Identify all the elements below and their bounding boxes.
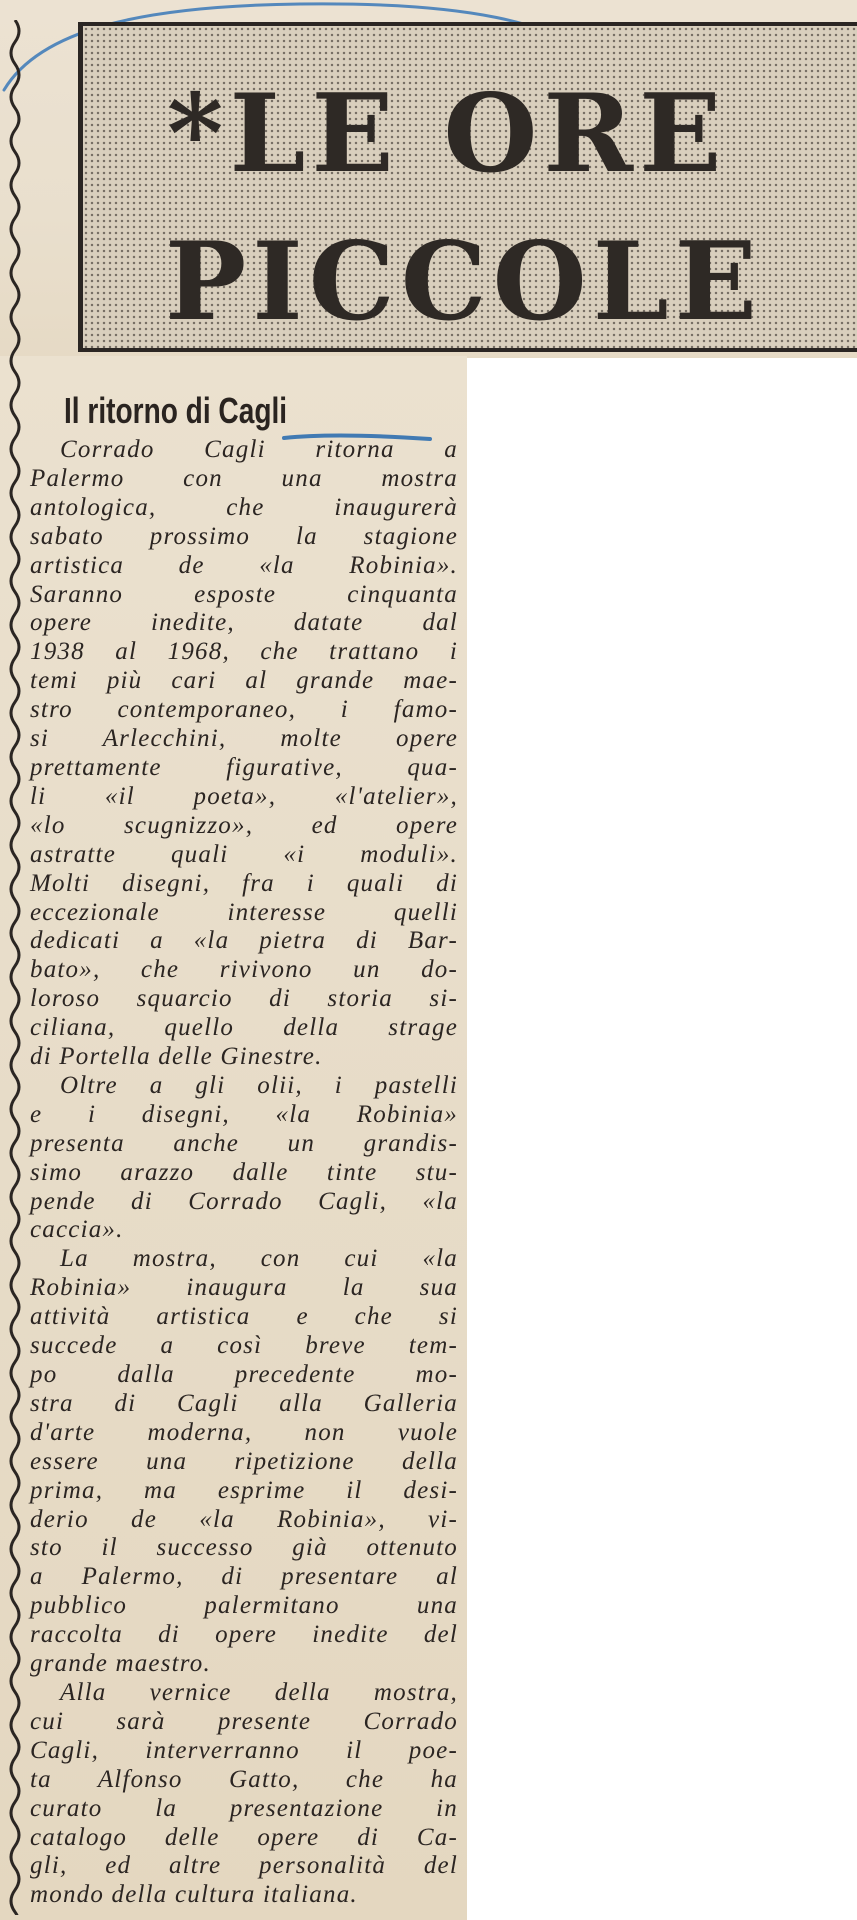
article-line: derio de «la Robinia», vi- (30, 1505, 458, 1533)
article-line: catalogo delle opere di Ca- (30, 1823, 458, 1851)
article-line: Molti disegni, fra i quali di (30, 869, 458, 897)
article-line: ciliana, quello della strage (30, 1014, 458, 1042)
article-line: stra di Cagli alla Galleria (30, 1389, 458, 1417)
article-body (30, 436, 458, 1910)
article-line: e i disegni, «la Robinia» (30, 1100, 458, 1128)
article-line: di Portella delle Ginestre. (30, 1043, 323, 1071)
article-line: astratte quali «i moduli». (30, 840, 458, 868)
article-line: raccolta di opere inedite del (30, 1621, 458, 1649)
article-line: loroso squarcio di storia si- (30, 985, 458, 1013)
article-line: Saranno esposte cinquanta (30, 580, 458, 608)
article-line: d'arte moderna, non vuole (30, 1418, 458, 1446)
article-line: Palermo con una mostra (30, 464, 458, 492)
article-line: Cagli, interverranno il poe- (30, 1736, 458, 1764)
article-line: artistica de «la Robinia». (30, 551, 458, 579)
article (30, 388, 458, 1910)
article-line: a Palermo, di presentare al (30, 1563, 458, 1591)
article-line: eccezionale interesse quelli (30, 898, 458, 926)
article-line: gli, ed altre personalità del (30, 1852, 458, 1880)
article-line: Oltre a gli olii, i pastelli (60, 1071, 458, 1099)
article-line: prettamente figurative, qua- (30, 753, 458, 781)
article-line: grande maestro. (30, 1650, 211, 1678)
article-line: sto il successo già ottenuto (30, 1534, 458, 1562)
article-line: sabato prossimo la stagione (30, 522, 458, 550)
masthead-line-2: PICCOLE (165, 219, 763, 345)
article-line: prima, ma esprime il desi- (30, 1476, 458, 1504)
article-line: bato», che rivivono un do- (30, 956, 458, 984)
article-line: presenta anche un grandis- (30, 1129, 458, 1157)
article-line: li «il poeta», «l'atelier», (30, 782, 458, 810)
column-masthead (78, 22, 857, 352)
article-line: Corrado Cagli ritorna a (60, 436, 458, 463)
article-line: opere inedite, datate dal (30, 609, 458, 637)
article-line: La mostra, con cui «la (60, 1245, 458, 1273)
article-line: 1938 al 1968, che trattano i (30, 638, 458, 666)
article-line: pende di Corrado Cagli, «la (30, 1187, 458, 1215)
wavy-column-rule (4, 20, 26, 1915)
article-line: attività artistica e che si (30, 1303, 458, 1331)
blue-pen-underline (282, 430, 432, 444)
masthead-line-1: *LE ORE (167, 71, 728, 197)
article-line: ta Alfonso Gatto, che ha (30, 1765, 458, 1793)
article-line: temi più cari al grande mae- (30, 667, 458, 695)
article-line: pubblico palermitano una (30, 1592, 458, 1620)
article-line: stro contemporaneo, i famo- (30, 696, 458, 724)
article-line: si Arlecchini, molte opere (30, 725, 458, 753)
article-line: dedicati a «la pietra di Bar- (30, 927, 458, 955)
article-line: antologica, che inaugurerà (30, 493, 458, 521)
article-line: succede a così breve tem- (30, 1332, 458, 1360)
article-line: caccia». (30, 1216, 124, 1244)
article-line: cui sarà presente Corrado (30, 1707, 458, 1735)
article-line: Alla vernice della mostra, (60, 1678, 458, 1706)
article-line: curato la presentazione in (30, 1794, 458, 1822)
article-line: mondo della cultura italiana. (30, 1881, 358, 1909)
article-line: essere una ripetizione della (30, 1447, 458, 1475)
article-line: simo arazzo dalle tinte stu- (30, 1158, 458, 1186)
article-line: po dalla precedente mo- (30, 1361, 458, 1388)
article-line: «lo scugnizzo», ed opere (30, 811, 458, 839)
article-line: Robinia» inaugura la sua (30, 1274, 458, 1302)
article-headline: Il ritorno di Cagli (64, 390, 288, 431)
